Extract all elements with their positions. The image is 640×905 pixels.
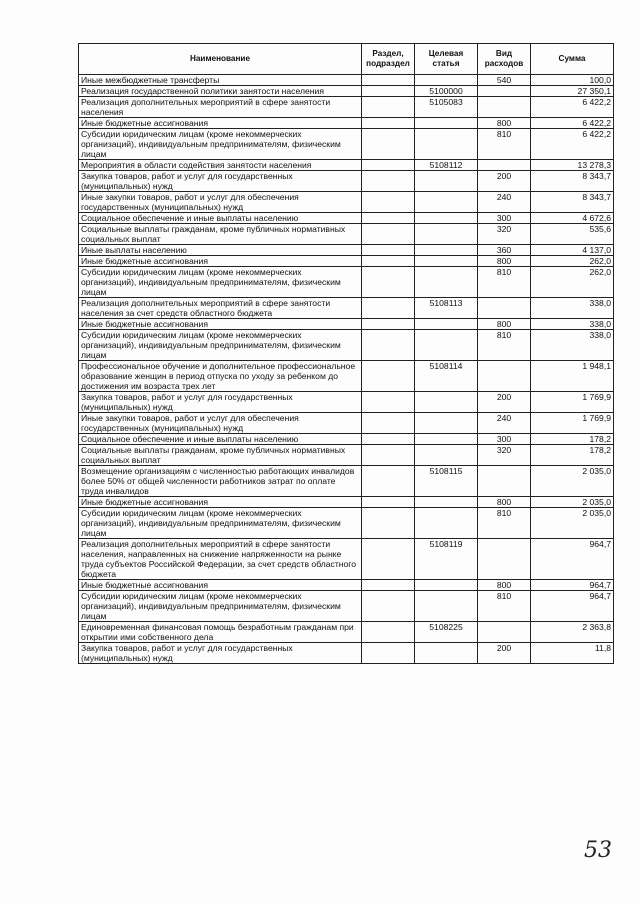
table-row [79,75,614,86]
row-target [415,129,478,160]
row-name: Профессиональное обучение и дополнительное профессиональное образование женщин в период отпуска по уходу за ребенком до достижения им возраста трех лет [79,361,362,392]
table-row [79,591,614,622]
row-section [362,591,415,622]
row-sum: 2 035,0 [531,466,614,497]
row-sum: 6 422,2 [531,129,614,160]
row-kind: 540 [478,75,531,86]
row-target: 5105083 [415,97,478,118]
row-section [362,445,415,466]
table-row [79,622,614,643]
table-row [79,497,614,508]
table-row [79,580,614,591]
row-section [362,580,415,591]
row-sum: 964,7 [531,539,614,580]
row-target [415,171,478,192]
row-section [362,466,415,497]
header-target: Целевая статья [415,44,478,75]
row-section [362,298,415,319]
row-section [362,256,415,267]
row-target: 5108119 [415,539,478,580]
row-sum: 1 948,1 [531,361,614,392]
row-name: Социальное обеспечение и иные выплаты населению [79,213,362,224]
table-row [79,97,614,118]
row-target: 5108113 [415,298,478,319]
row-name: Иные выплаты населению [79,245,362,256]
row-section [362,434,415,445]
row-target [415,591,478,622]
table-row [79,466,614,497]
row-section [362,171,415,192]
row-name: Реализация государственной политики занятости населения [79,86,362,97]
table-row [79,245,614,256]
row-name: Закупка товаров, работ и услуг для государственных (муниципальных) нужд [79,643,362,664]
row-kind [478,539,531,580]
table-row [79,256,614,267]
row-name: Субсидии юридическим лицам (кроме некоммерческих организаций), индивидуальным предпринимателям, физическим лицам [79,129,362,160]
row-section [362,118,415,129]
table-row [79,298,614,319]
header-kind: Вид расходов [478,44,531,75]
row-target: 5108112 [415,160,478,171]
row-sum: 964,7 [531,580,614,591]
row-sum: 338,0 [531,330,614,361]
row-target [415,118,478,129]
row-sum: 13 278,3 [531,160,614,171]
row-sum: 338,0 [531,298,614,319]
row-name: Иные бюджетные ассигнования [79,497,362,508]
table-row [79,434,614,445]
row-section [362,160,415,171]
row-target [415,213,478,224]
row-kind [478,298,531,319]
row-section [362,192,415,213]
row-name: Возмещение организациям с численностью работающих инвалидов более 50% от общей численности работников затрат по оплате труда инвалидов [79,466,362,497]
row-name: Закупка товаров, работ и услуг для государственных (муниципальных) нужд [79,392,362,413]
row-target [415,330,478,361]
row-target [415,75,478,86]
row-target [415,319,478,330]
row-kind [478,622,531,643]
row-kind: 200 [478,171,531,192]
row-sum: 262,0 [531,256,614,267]
table-row [79,319,614,330]
table-row [79,213,614,224]
row-sum: 2 035,0 [531,508,614,539]
table-row [79,445,614,466]
row-kind: 810 [478,267,531,298]
table-row [79,171,614,192]
budget-table [78,43,614,664]
row-kind: 800 [478,118,531,129]
row-section [362,643,415,664]
table-row [79,192,614,213]
table-row [79,160,614,171]
row-sum: 11,8 [531,643,614,664]
row-sum: 6 422,2 [531,97,614,118]
row-sum: 178,2 [531,445,614,466]
row-kind: 300 [478,213,531,224]
row-section [362,97,415,118]
row-kind: 800 [478,580,531,591]
row-kind: 800 [478,319,531,330]
row-kind: 240 [478,192,531,213]
table-row [79,224,614,245]
table-body [79,75,614,664]
row-name: Субсидии юридическим лицам (кроме некоммерческих организаций), индивидуальным предпринимателям, физическим лицам [79,267,362,298]
row-target: 5108114 [415,361,478,392]
row-section [362,75,415,86]
row-sum: 8 343,7 [531,171,614,192]
row-target [415,245,478,256]
row-target [415,224,478,245]
row-kind [478,86,531,97]
row-kind: 320 [478,445,531,466]
row-section [362,539,415,580]
row-name: Иные закупки товаров, работ и услуг для обеспечения государственных (муниципальных) нужд [79,413,362,434]
header-name: Наименование [79,44,362,75]
row-name: Иные бюджетные ассигнования [79,319,362,330]
row-target [415,580,478,591]
row-name: Социальные выплаты гражданам, кроме публичных нормативных социальных выплат [79,224,362,245]
row-name: Субсидии юридическим лицам (кроме некоммерческих организаций), индивидуальным предпринимателям, физическим лицам [79,508,362,539]
row-section [362,319,415,330]
row-name: Закупка товаров, работ и услуг для государственных (муниципальных) нужд [79,171,362,192]
row-target [415,643,478,664]
row-sum: 964,7 [531,591,614,622]
row-section [362,330,415,361]
row-section [362,392,415,413]
table-row [79,129,614,160]
row-target [415,413,478,434]
row-target [415,508,478,539]
table-row [79,643,614,664]
row-kind: 360 [478,245,531,256]
row-target [415,267,478,298]
row-section [362,413,415,434]
row-kind [478,361,531,392]
row-name: Социальные выплаты гражданам, кроме публичных нормативных социальных выплат [79,445,362,466]
row-kind: 320 [478,224,531,245]
row-target [415,256,478,267]
table-row [79,539,614,580]
row-section [362,86,415,97]
row-section [362,361,415,392]
row-kind: 800 [478,256,531,267]
row-kind: 810 [478,330,531,361]
row-sum: 4 672,6 [531,213,614,224]
row-target [415,392,478,413]
row-section [362,508,415,539]
row-name: Субсидии юридическим лицам (кроме некоммерческих организаций), индивидуальным предпринимателям, физическим лицам [79,591,362,622]
table-row [79,330,614,361]
row-target [415,192,478,213]
row-section [362,497,415,508]
row-name: Мероприятия в области содействия занятости населения [79,160,362,171]
row-sum: 262,0 [531,267,614,298]
row-target: 5108225 [415,622,478,643]
row-kind: 810 [478,508,531,539]
row-target: 5108115 [415,466,478,497]
row-target [415,497,478,508]
row-kind: 810 [478,591,531,622]
row-name: Иные бюджетные ассигнования [79,580,362,591]
row-section [362,213,415,224]
row-name: Реализация дополнительных мероприятий в сфере занятости населения [79,97,362,118]
row-sum: 2 363,8 [531,622,614,643]
row-name: Единовременная финансовая помощь безработным гражданам при открытии ими собственного дела [79,622,362,643]
row-target: 5100000 [415,86,478,97]
row-kind [478,466,531,497]
row-kind [478,97,531,118]
table-row [79,118,614,129]
row-name: Иные межбюджетные трансферты [79,75,362,86]
row-name: Социальное обеспечение и иные выплаты населению [79,434,362,445]
row-name: Иные бюджетные ассигнования [79,256,362,267]
table-header-row [79,44,614,75]
row-sum: 1 769,9 [531,392,614,413]
table-row [79,413,614,434]
table-row [79,392,614,413]
row-name: Субсидии юридическим лицам (кроме некоммерческих организаций), индивидуальным предпринимателям, физическим лицам [79,330,362,361]
row-sum: 100,0 [531,75,614,86]
row-target [415,434,478,445]
header-section: Раздел, подраздел [362,44,415,75]
page-number: 53 [584,838,612,863]
row-name: Иные закупки товаров, работ и услуг для обеспечения государственных (муниципальных) нужд [79,192,362,213]
row-name: Реализация дополнительных мероприятий в сфере занятости населения, направленных на снижение напряженности на рынке труда субъектов Российской Федерации, за счет средств областного бюджета [79,539,362,580]
row-kind: 300 [478,434,531,445]
row-sum: 8 343,7 [531,192,614,213]
row-sum: 27 350,1 [531,86,614,97]
row-kind: 810 [478,129,531,160]
row-sum: 338,0 [531,319,614,330]
row-section [362,267,415,298]
row-sum: 178,2 [531,434,614,445]
table-row [79,361,614,392]
row-sum: 4 137,0 [531,245,614,256]
row-name: Иные бюджетные ассигнования [79,118,362,129]
row-section [362,622,415,643]
row-sum: 6 422,2 [531,118,614,129]
row-kind [478,160,531,171]
table-row [79,86,614,97]
table-row [79,267,614,298]
row-kind: 200 [478,392,531,413]
row-kind: 800 [478,497,531,508]
row-section [362,129,415,160]
row-target [415,445,478,466]
row-section [362,245,415,256]
table-row [79,508,614,539]
row-name: Реализация дополнительных мероприятий в сфере занятости населения за счет средств областного бюджета [79,298,362,319]
row-kind: 240 [478,413,531,434]
row-kind: 200 [478,643,531,664]
row-sum: 535,6 [531,224,614,245]
row-sum: 2 035,0 [531,497,614,508]
row-section [362,224,415,245]
header-sum: Сумма [531,44,614,75]
row-sum: 1 769,9 [531,413,614,434]
